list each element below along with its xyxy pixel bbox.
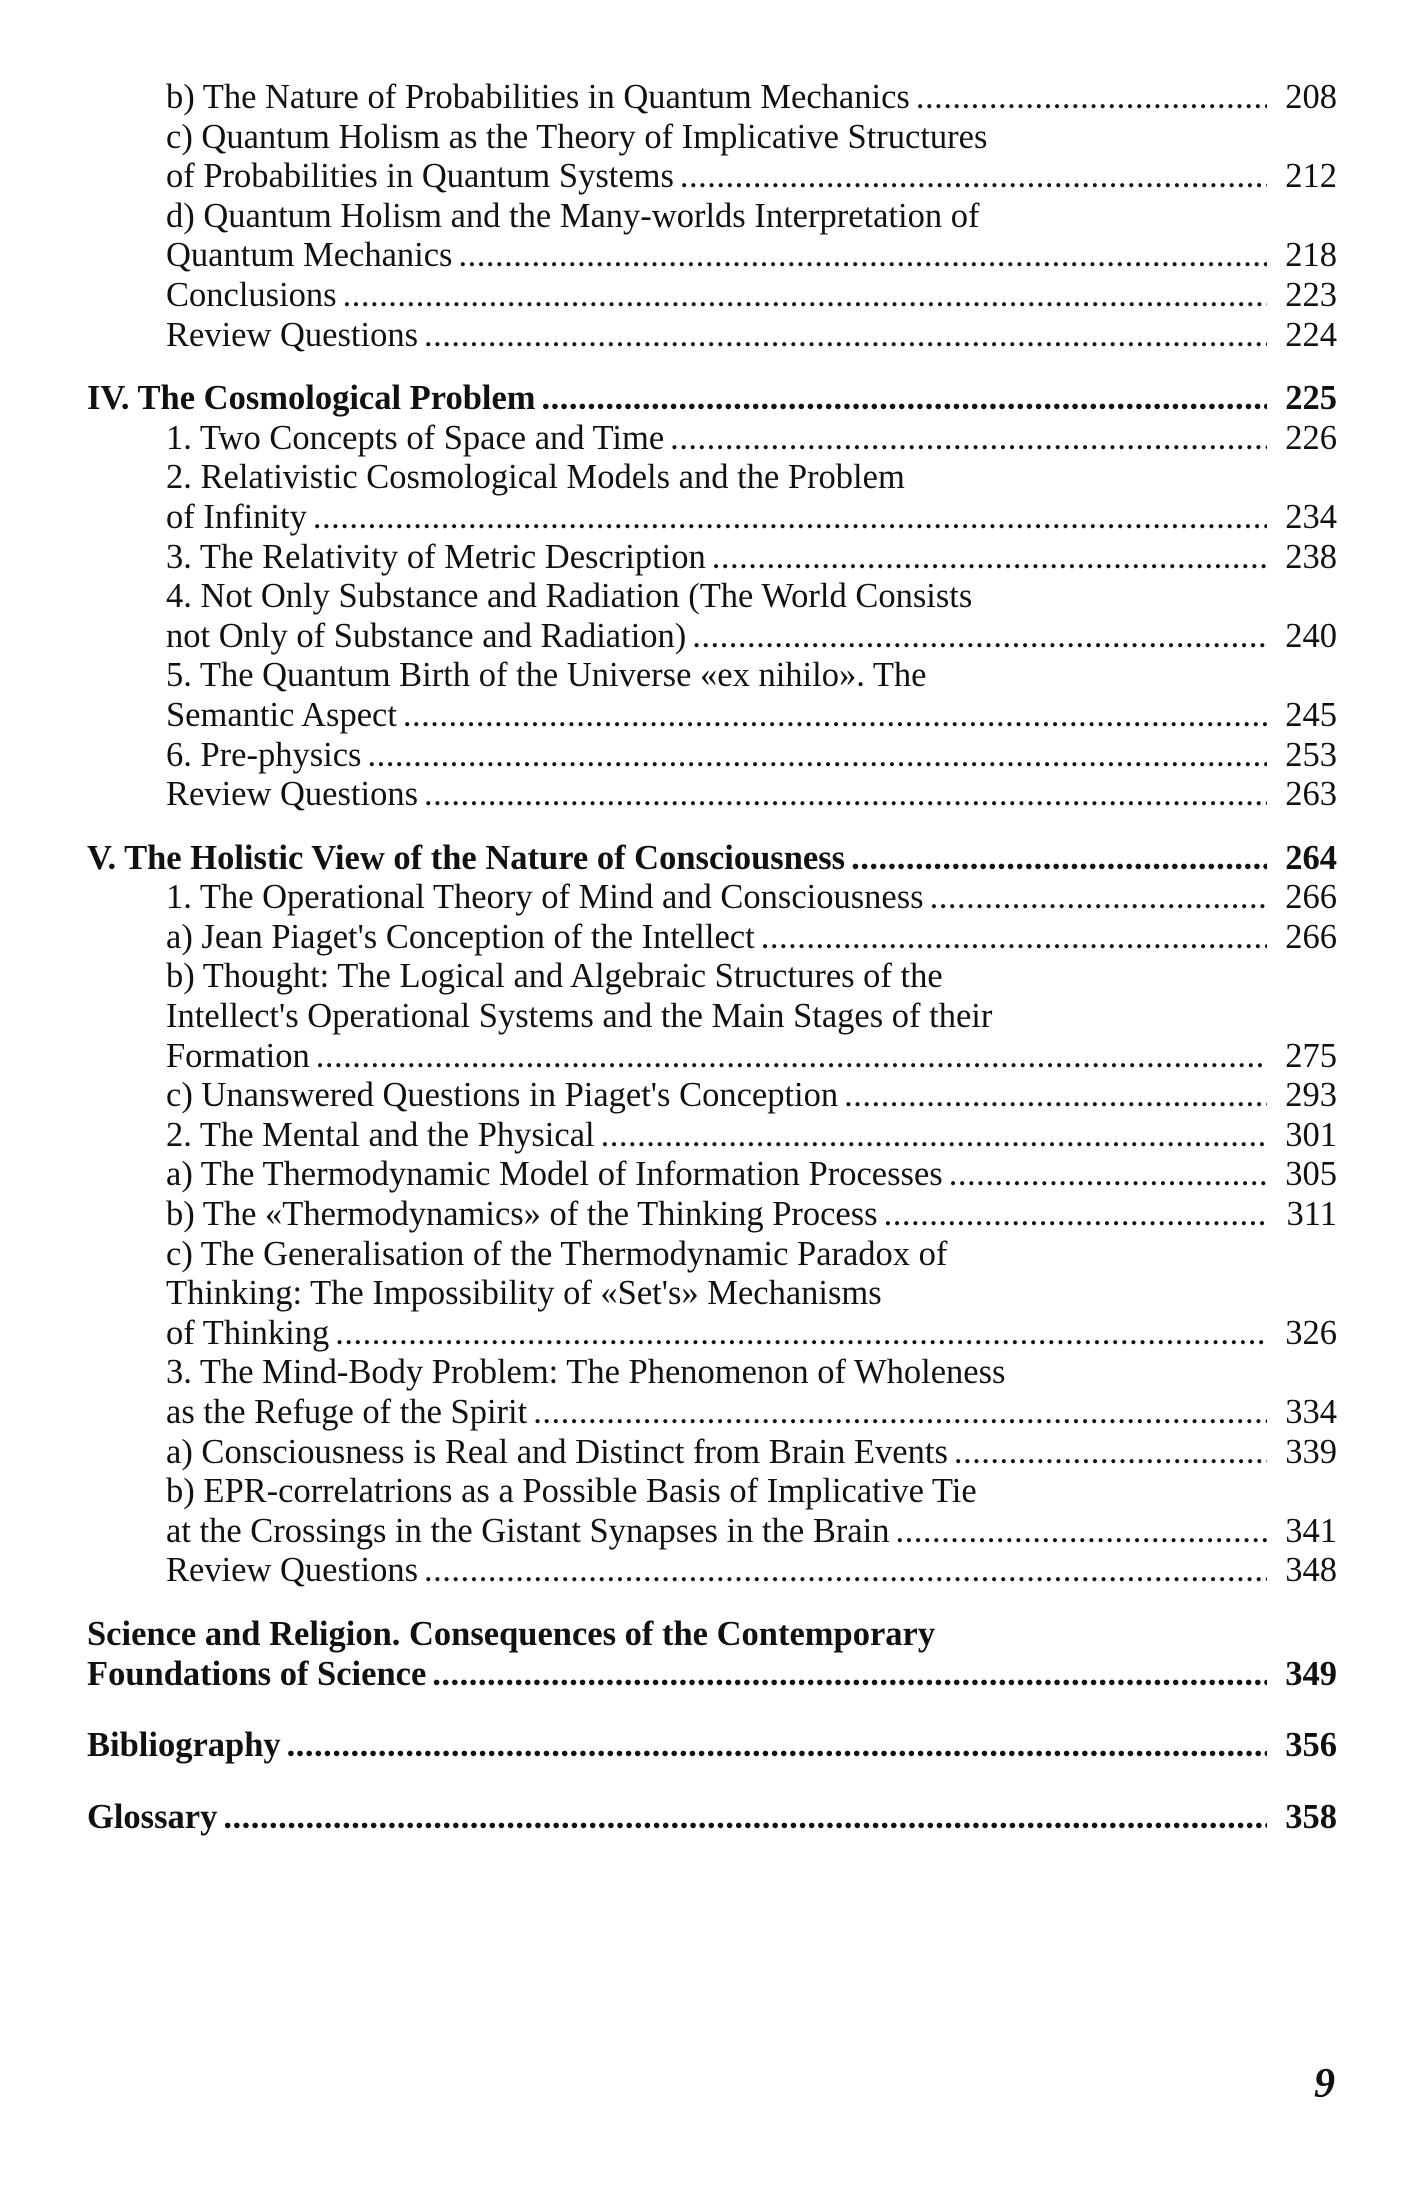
toc-entry: 2. Relativistic Cosmological Models and the Problem of Infinity ..... 234 [87,458,1337,537]
toc-entry: d) Quantum Holism and the Many-worlds Interpretation of Quantum Mechanics ..... 218 [87,197,1337,276]
toc-entry: b) The «Thermodynamics» of the Thinking Process ..... 311 [87,1195,1337,1235]
chapter-heading-science-religion: Science and Religion. Consequences of the Contemporary Foundations of Science ..... 349 [87,1615,1337,1694]
page-ref: 293 [1285,1076,1337,1115]
toc-entry: 6. Pre-physics ..... 253 [87,736,1337,776]
toc-entry: c) Unanswered Questions in Piaget's Conception ..... 293 [87,1076,1337,1116]
toc-entry: Review Questions ..... 263 [87,775,1337,815]
toc-entry: c) The Generalisation of the Thermodynamic Paradox of Thinking: The Impossibility of «Set's» Mechanisms of Thinking ..... 326 [87,1235,1337,1354]
toc-entry: Review Questions ..... 348 [87,1551,1337,1591]
page-ref: 341 [1285,1511,1337,1550]
page-ref: 326 [1285,1313,1337,1352]
toc-entry: 4. Not Only Substance and Radiation (The World Consists not Only of Substance and Radiation) ..... 240 [87,577,1337,656]
page-ref: 226 [1285,418,1337,457]
page-ref: 225 [1285,379,1337,418]
toc-entry [87,78,1337,118]
chapter-heading: V. The Holistic View of the Nature of Consciousness ..... 264 [87,839,1337,879]
toc-entry: a) Consciousness is Real and Distinct from Brain Events ..... 339 [87,1433,1337,1473]
toc-entry: Conclusions ..... 223 [87,276,1337,316]
page-ref: 266 [1285,917,1337,956]
page-ref: 234 [1285,497,1337,536]
page-ref: 301 [1285,1115,1337,1154]
toc-entry: a) The Thermodynamic Model of Information Processes ..... 305 [87,1155,1337,1195]
page-ref: 266 [1285,878,1337,917]
toc-entry: Review Questions ..... 224 [87,316,1337,356]
page-ref: 263 [1285,775,1337,814]
page-ref: 339 [1285,1432,1337,1471]
toc-entry: 3. The Relativity of Metric Description ..... 238 [87,538,1337,578]
toc-entry: 1. Two Concepts of Space and Time ..... 226 [87,419,1337,459]
page-ref: 311 [1286,1195,1337,1234]
page-ref: 356 [1285,1726,1337,1765]
chapter-heading-bibliography: Bibliography ..... 356 [87,1726,1337,1766]
toc-entry: 2. The Mental and the Physical ..... 301 [87,1116,1337,1156]
page-ref: 238 [1285,537,1337,576]
toc-entry: a) Jean Piaget's Conception of the Intellect ..... 266 [87,918,1337,958]
table-of-contents [87,78,1337,1837]
page-ref: 218 [1285,236,1337,275]
page-ref: 358 [1285,1797,1337,1836]
page-ref: 334 [1285,1393,1337,1431]
page-ref: 275 [1285,1036,1337,1075]
toc-entry: c) Quantum Holism as the Theory of Implicative Structures of Probabilities in Quantum Systems ..... 212 [87,118,1337,197]
page-ref: 224 [1285,315,1337,354]
page-ref: 208 [1285,78,1337,116]
toc-entry: b) Thought: The Logical and Algebraic Structures of the Intellect's Operational Systems and the Main Stages of their Formation ..... 275 [87,957,1337,1076]
page-ref: 245 [1285,695,1337,734]
page-ref: 212 [1285,157,1337,196]
page-ref: 348 [1285,1551,1337,1590]
chapter-heading: IV. The Cosmological Problem ..... 225 [87,379,1337,419]
page-ref: 349 [1285,1654,1337,1693]
toc-entry: 3. The Mind-Body Problem: The Phenomenon of Wholeness as the Refuge of the Spirit ..... 334 [87,1353,1337,1432]
page-ref: 305 [1285,1155,1337,1194]
page-ref: 253 [1285,735,1337,774]
toc-line: b) The Nature of Probabilities in Quantum Mechanics ..... 208 [87,78,1337,118]
page-ref: 240 [1285,616,1337,655]
toc-entry: b) EPR-correlatrions as a Possible Basis of Implicative Tie at the Crossings in the Gistant Synapses in the Brain ..... 341 [87,1472,1337,1551]
chapter-heading-glossary: Glossary ..... 358 [87,1798,1337,1838]
page-ref: 223 [1285,275,1337,314]
page-ref: 264 [1285,838,1337,877]
toc-entry: 5. The Quantum Birth of the Universe «ex nihilo». The Semantic Aspect ..... 245 [87,656,1337,735]
page-number: 9 [1314,2061,1335,2107]
toc-entry: 1. The Operational Theory of Mind and Consciousness ..... 266 [87,878,1337,918]
